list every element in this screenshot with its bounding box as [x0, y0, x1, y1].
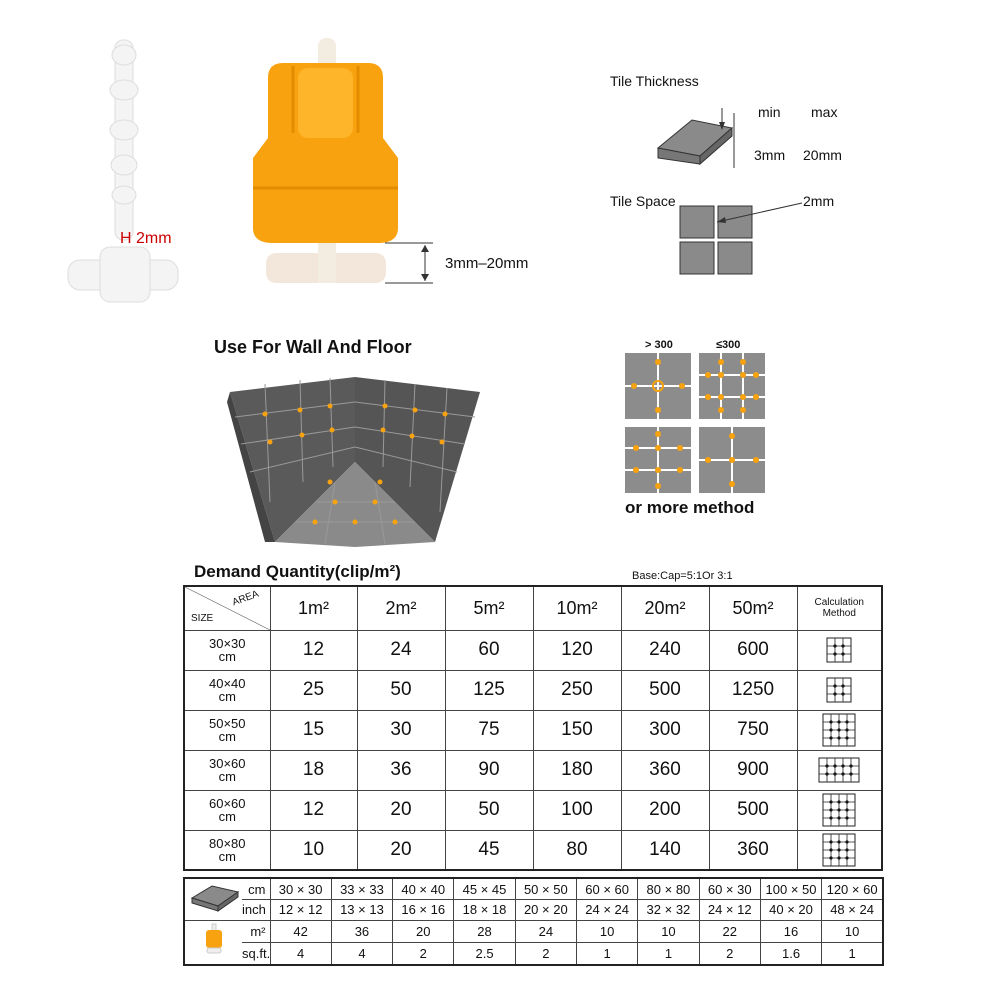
conversion-cell: 48 × 24: [822, 900, 883, 921]
conversion-cell: 32 × 32: [638, 900, 699, 921]
conversion-cell: 1: [576, 942, 637, 965]
size-value: 30×60: [208, 756, 246, 771]
min-label: min: [758, 104, 781, 120]
size-cell: [184, 830, 270, 870]
more-method-label: or more method: [625, 498, 755, 517]
calc-method-cell: [797, 790, 882, 830]
conversion-cell: 24 × 12: [699, 900, 760, 921]
area-header: 50m²: [709, 586, 797, 630]
height-range-label: 3mm–20mm: [445, 255, 529, 272]
base-width-label: H 2mm: [120, 230, 172, 247]
quantity-cell: 15: [270, 710, 357, 750]
tile-space-title: Tile Space: [610, 193, 676, 209]
conversion-cell: 60 × 60: [576, 878, 637, 900]
size-unit: cm: [218, 729, 236, 744]
calc-method-cell: [797, 830, 882, 870]
tile-space-icon: [677, 200, 817, 280]
conversion-cell: 1.6: [760, 942, 821, 965]
conversion-cell: 2.5: [454, 942, 515, 965]
conversion-cell: 33 × 33: [331, 878, 392, 900]
tile-thickness-icon: [650, 108, 740, 173]
conversion-cell: 2: [393, 942, 454, 965]
quantity-cell: 50: [357, 670, 445, 710]
conversion-row: [184, 942, 883, 965]
quantity-cell: 360: [621, 750, 709, 790]
demand-row: [184, 630, 882, 670]
calc-method-cell: [797, 710, 882, 750]
conversion-cell: 45 × 45: [454, 878, 515, 900]
clip-icon: [199, 922, 229, 960]
size-value: 30×30: [208, 636, 246, 651]
calc-grid-icon: [821, 712, 857, 748]
size-unit: cm: [218, 689, 236, 704]
area-header: 20m²: [621, 586, 709, 630]
size-cell: [184, 670, 270, 710]
quantity-cell: 36: [357, 750, 445, 790]
conversion-table: [183, 877, 884, 966]
quantity-cell: 200: [621, 790, 709, 830]
size-cell: [184, 750, 270, 790]
conversion-cell: 100 × 50: [760, 878, 821, 900]
demand-title: Demand Quantity(clip/m²): [194, 562, 401, 581]
unit-label: m²: [242, 920, 270, 942]
area-header: 10m²: [533, 586, 621, 630]
conversion-cell: 13 × 13: [331, 900, 392, 921]
conversion-row: [184, 900, 883, 921]
unit-label: cm: [242, 878, 270, 900]
conversion-cell: 36: [331, 920, 392, 942]
quantity-cell: 100: [533, 790, 621, 830]
quantity-cell: 30: [357, 710, 445, 750]
conversion-row: [184, 920, 883, 942]
quantity-cell: 45: [445, 830, 533, 870]
size-value: 40×40: [208, 676, 246, 691]
quantity-cell: 500: [621, 670, 709, 710]
conversion-cell: 2: [515, 942, 576, 965]
quantity-cell: 90: [445, 750, 533, 790]
conversion-row: [184, 878, 883, 900]
quantity-cell: 125: [445, 670, 533, 710]
max-label: max: [811, 104, 838, 120]
conversion-cell: 24: [515, 920, 576, 942]
conversion-cell: 50 × 50: [515, 878, 576, 900]
conversion-cell: 18 × 18: [454, 900, 515, 921]
conversion-cell: 60 × 30: [699, 878, 760, 900]
quantity-cell: 24: [357, 630, 445, 670]
height-arrow-icon: [385, 240, 435, 286]
quantity-cell: 1250: [709, 670, 797, 710]
quantity-cell: 10: [270, 830, 357, 870]
conversion-cell: 2: [699, 942, 760, 965]
quantity-cell: 750: [709, 710, 797, 750]
size-value: 60×60: [208, 796, 246, 811]
conversion-cell: 10: [638, 920, 699, 942]
demand-row: [184, 750, 882, 790]
quantity-cell: 180: [533, 750, 621, 790]
corner-cell: [184, 586, 270, 630]
clip-icon-cell: [184, 920, 242, 965]
quantity-cell: 25: [270, 670, 357, 710]
calc-method-cell: [797, 670, 882, 710]
clip-layout-diagram: [624, 352, 768, 494]
conversion-cell: 30 × 30: [270, 878, 331, 900]
max-value: 20mm: [803, 147, 842, 163]
tile-space-value: 2mm: [803, 193, 835, 209]
conversion-cell: 10: [822, 920, 883, 942]
h-marker-icon: H: [120, 230, 132, 247]
conversion-cell: 28: [454, 920, 515, 942]
conversion-cell: 12 × 12: [270, 900, 331, 921]
quantity-cell: 140: [621, 830, 709, 870]
quantity-cell: 300: [621, 710, 709, 750]
quantity-cell: 360: [709, 830, 797, 870]
size-value: 50×50: [208, 716, 246, 731]
quantity-cell: 150: [533, 710, 621, 750]
conversion-cell: 40 × 20: [760, 900, 821, 921]
quantity-cell: 60: [445, 630, 533, 670]
quantity-cell: 12: [270, 790, 357, 830]
demand-row: [184, 830, 882, 870]
conversion-cell: 4: [331, 942, 392, 965]
quantity-cell: 120: [533, 630, 621, 670]
tile-icon: [188, 880, 240, 916]
size-unit: cm: [218, 848, 236, 864]
leveling-clip-image: [60, 35, 180, 325]
le300-label: ≤300: [716, 339, 741, 351]
calc-method-cell: [797, 630, 882, 670]
quantity-cell: 20: [357, 830, 445, 870]
min-value: 3mm: [754, 147, 786, 163]
size-cell: [184, 790, 270, 830]
quantity-cell: 600: [709, 630, 797, 670]
quantity-cell: 80: [533, 830, 621, 870]
size-unit: cm: [218, 649, 236, 664]
conversion-cell: 1: [822, 942, 883, 965]
quantity-cell: 50: [445, 790, 533, 830]
quantity-cell: 20: [357, 790, 445, 830]
calc-method-cell: [797, 750, 882, 790]
conversion-cell: 16: [760, 920, 821, 942]
quantity-cell: 250: [533, 670, 621, 710]
conversion-cell: 80 × 80: [638, 878, 699, 900]
wall-floor-illustration: [225, 372, 485, 547]
conversion-cell: 20 × 20: [515, 900, 576, 921]
quantity-cell: 900: [709, 750, 797, 790]
conversion-cell: 16 × 16: [393, 900, 454, 921]
calc-grid-icon: [825, 676, 853, 704]
unit-label: inch: [242, 900, 270, 921]
conversion-cell: 4: [270, 942, 331, 965]
conversion-cell: 10: [576, 920, 637, 942]
usage-title: Use For Wall And Floor: [214, 337, 412, 357]
unit-label: sq.ft.: [242, 942, 270, 965]
calc-grid-icon: [821, 792, 857, 828]
quantity-cell: 500: [709, 790, 797, 830]
size-value: 80×80: [208, 835, 246, 851]
corner-area-label: AREA: [231, 588, 261, 609]
base-cap-ratio: Base:Cap=5:1Or 3:1: [632, 570, 733, 582]
corner-size-label: SIZE: [191, 612, 214, 624]
gt300-label: > 300: [645, 339, 673, 351]
conversion-cell: 20: [393, 920, 454, 942]
quantity-cell: 12: [270, 630, 357, 670]
quantity-cell: 75: [445, 710, 533, 750]
area-header: 1m²: [270, 586, 357, 630]
area-header: 5m²: [445, 586, 533, 630]
demand-header-row: [184, 586, 882, 630]
demand-row: [184, 670, 882, 710]
conversion-cell: 22: [699, 920, 760, 942]
demand-row: [184, 790, 882, 830]
area-header: 2m²: [357, 586, 445, 630]
quantity-cell: 18: [270, 750, 357, 790]
conversion-cell: 1: [638, 942, 699, 965]
size-unit: cm: [218, 769, 236, 784]
conversion-cell: 120 × 60: [822, 878, 883, 900]
quantity-cell: 240: [621, 630, 709, 670]
calc-grid-icon: [817, 756, 861, 784]
calc-grid-icon: [825, 636, 853, 664]
tile-thickness-title: Tile Thickness: [610, 73, 699, 89]
calc-grid-icon: [821, 832, 857, 868]
tile-icon-cell: [184, 878, 242, 920]
conversion-cell: 24 × 24: [576, 900, 637, 921]
demand-row: [184, 710, 882, 750]
conversion-cell: 40 × 40: [393, 878, 454, 900]
size-cell: [184, 630, 270, 670]
size-cell: [184, 710, 270, 750]
calc-method-header: Calculation Method: [797, 586, 882, 630]
demand-table: [183, 585, 883, 871]
size-unit: cm: [218, 809, 236, 824]
conversion-cell: 42: [270, 920, 331, 942]
